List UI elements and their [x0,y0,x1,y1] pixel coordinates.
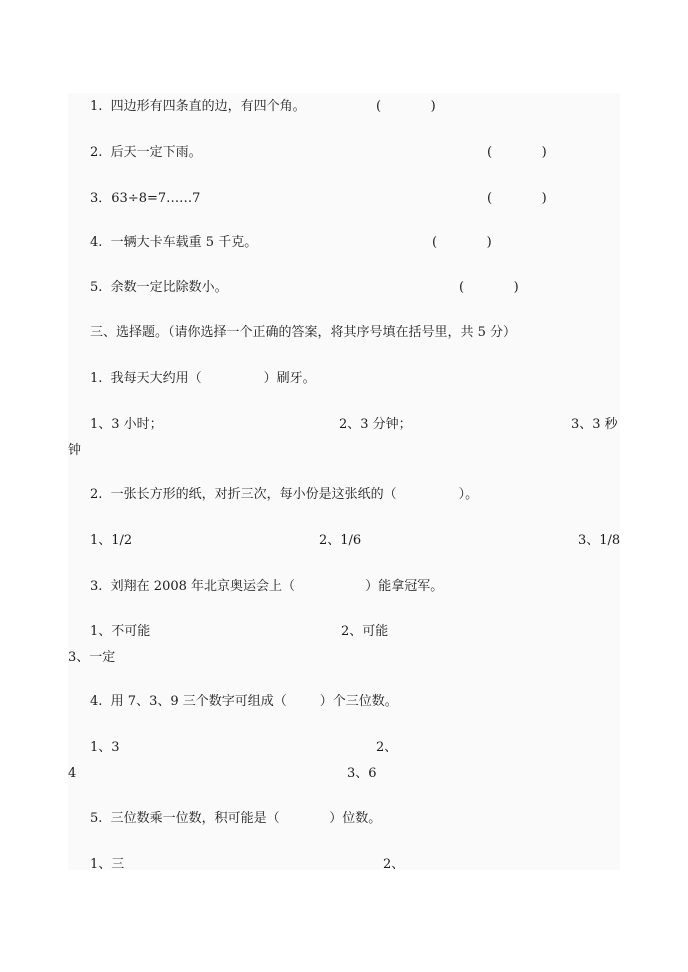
judgement-item-2: 2. 后天一定下雨。 [90,145,202,160]
q3-option-1[interactable]: 1、不可能 [90,624,151,639]
q1-option-3[interactable]: 3、3 秒 [571,417,618,432]
judgement-answer-paren-2[interactable]: ( ) [487,145,547,160]
judgement-answer-paren-3[interactable]: ( ) [487,191,547,206]
judgement-item-4: 4. 一辆大卡车载重 5 千克。 [90,235,258,250]
judgement-answer-paren-1[interactable]: ( ) [376,99,436,114]
q4-option-2-wrap: 4 [68,766,77,781]
q4-option-2[interactable]: 2、 [376,740,398,755]
q2-option-3[interactable]: 3、1/8 [578,533,621,548]
q1-option-3-wrap: 钟 [68,443,82,458]
choice-question-2: 2. 一张长方形的纸，对折三次，每小份是这张纸的（ ）。 [90,487,479,502]
q2-option-1[interactable]: 1、1/2 [90,533,133,548]
choice-question-3: 3. 刘翔在 2008 年北京奥运会上（ ）能拿冠军。 [90,579,444,594]
q5-option-1[interactable]: 1、三 [90,857,125,872]
q5-option-2[interactable]: 2、 [383,857,405,872]
page-area [68,93,620,870]
q4-option-3[interactable]: 3、6 [347,766,377,781]
judgement-item-5: 5. 余数一定比除数小。 [90,280,228,295]
q1-option-1[interactable]: 1、3 小时； [90,417,163,432]
choice-question-4: 4. 用 7、3、9 三个数字可组成（ ）个三位数。 [90,694,398,709]
choice-question-1: 1. 我每天大约用（ ）刷牙。 [90,371,316,386]
judgement-answer-paren-5[interactable]: ( ) [459,280,519,295]
q3-option-2[interactable]: 2、可能 [341,624,389,639]
q2-option-2[interactable]: 2、1/6 [319,533,362,548]
choice-question-5: 5. 三位数乘一位数，积可能是（ ）位数。 [90,811,382,826]
q1-option-2[interactable]: 2、3 分钟； [339,417,412,432]
judgement-item-1: 1. 四边形有四条直的边，有四个角。 [90,99,306,114]
q3-option-3[interactable]: 3、一定 [68,650,116,665]
section-heading-choice: 三、选择题。（请你选择一个正确的答案，将其序号填在括号里，共 5 分） [90,325,517,340]
q4-option-1[interactable]: 1、3 [90,740,120,755]
judgement-item-3: 3．63÷8=7……7 [90,191,201,206]
judgement-answer-paren-4[interactable]: ( ) [432,235,492,250]
